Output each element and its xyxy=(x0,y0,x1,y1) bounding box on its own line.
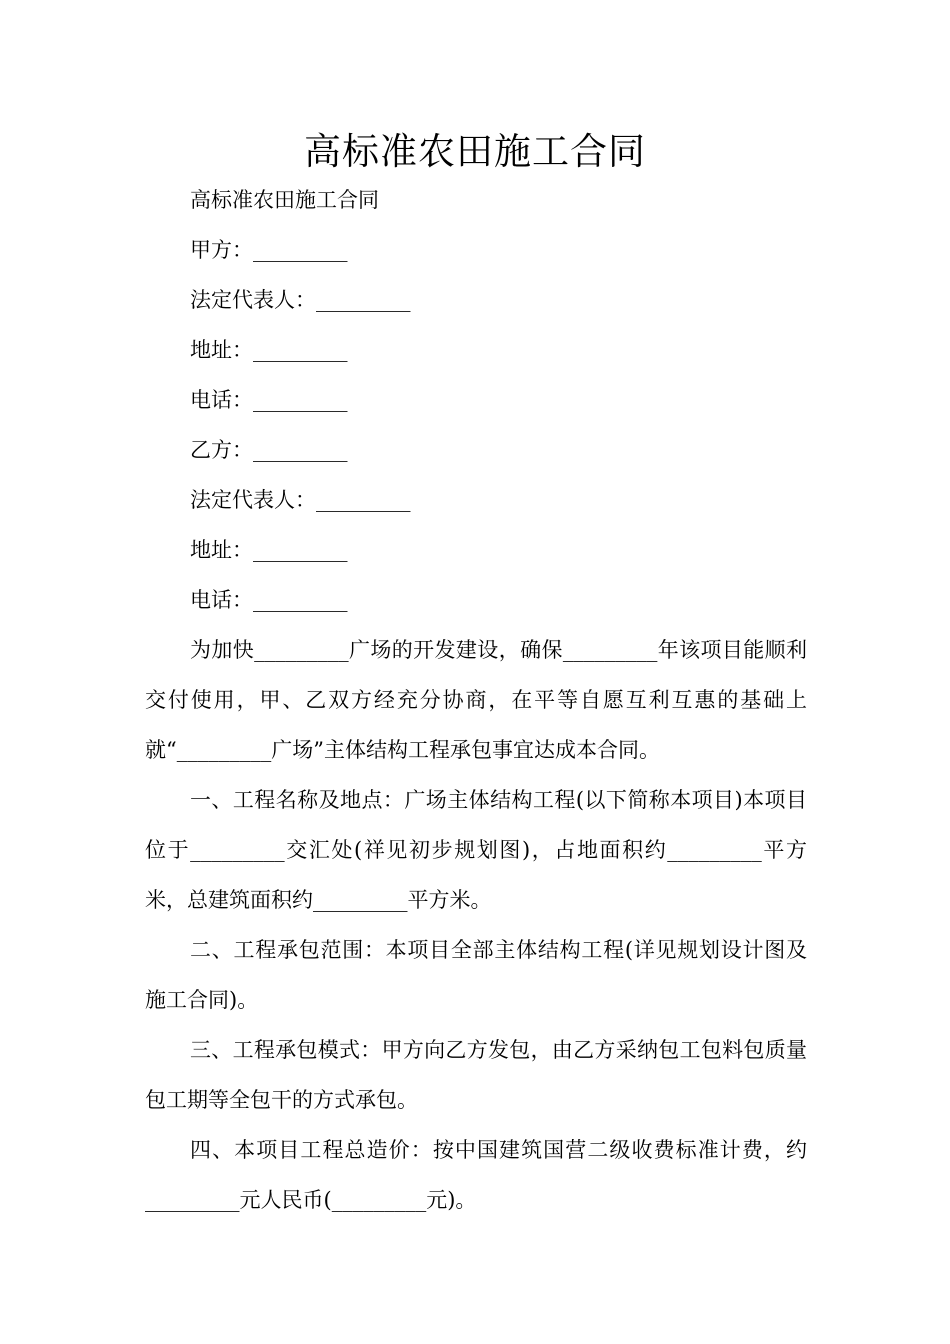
clause-3-paragraph: 三、工程承包模式：甲方向乙方发包，由乙方采纳包工包料包质量包工期等全包干的方式承包。 xyxy=(145,1038,807,1112)
party-b-representative-line: 法定代表人：_________ xyxy=(190,488,411,512)
intro-paragraph: 为加快_________广场的开发建设，确保_________年该项目能顺利交付使用，甲、乙双方经充分协商，在平等自愿互利互惠的基础上就“_________广场”主体结构工程承包事宜达成本合同。 xyxy=(145,638,807,762)
party-a-representative-line: 法定代表人：_________ xyxy=(190,288,411,312)
party-b-phone-line: 电话：_________ xyxy=(190,588,348,612)
party-b-line: 乙方：_________ xyxy=(190,438,348,462)
clause-1-paragraph: 一、工程名称及地点：广场主体结构工程(以下简称本项目)本项目位于_________交汇处(祥见初步规划图)，占地面积约_________平方米，总建筑面积约_________平方米。 xyxy=(145,788,807,912)
clause-4-paragraph: 四、本项目工程总造价：按中国建筑国营二级收费标准计费，约_________元人民币(_________元)。 xyxy=(145,1138,807,1212)
party-b-address-line: 地址：_________ xyxy=(190,538,348,562)
party-a-address-line: 地址：_________ xyxy=(190,338,348,362)
document-title: 高标准农田施工合同 xyxy=(304,130,646,173)
document-subtitle: 高标准农田施工合同 xyxy=(190,188,379,212)
party-a-phone-line: 电话：_________ xyxy=(190,388,348,412)
party-a-line: 甲方：_________ xyxy=(190,238,348,262)
clause-2-paragraph: 二、工程承包范围：本项目全部主体结构工程(详见规划设计图及施工合同)。 xyxy=(145,938,807,1012)
